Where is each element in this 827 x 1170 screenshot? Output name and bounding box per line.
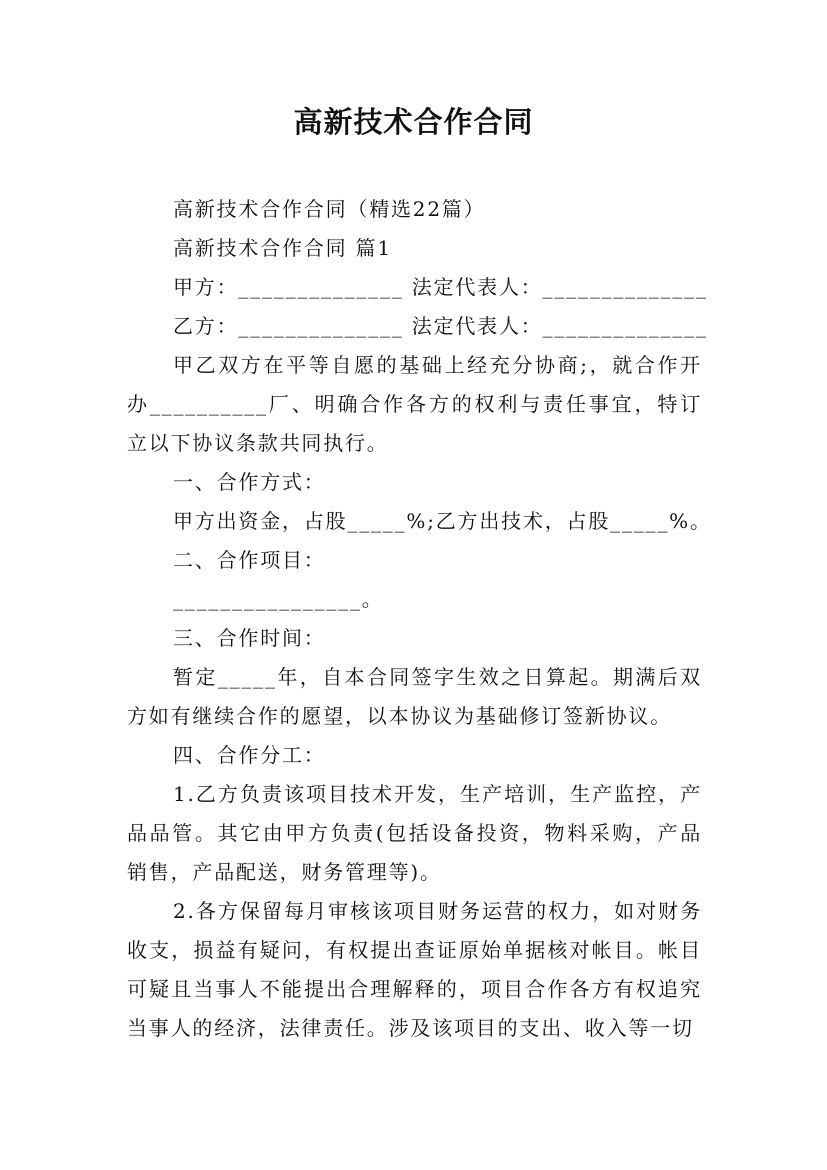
- paragraph-heading-project: 二、合作项目：: [173, 548, 326, 572]
- paragraph-section-heading: 高新技术合作合同 篇1: [173, 236, 392, 260]
- paragraph-duration: 暂定_____年，自本合同签字生效之日算起。期满后双方如有继续合作的愿望，以本协议为基础修订签新协议。: [127, 665, 702, 728]
- paragraph-heading-cooperation-mode: 一、合作方式：: [173, 470, 326, 494]
- paragraph-project-blank: ________________。: [173, 587, 384, 611]
- paragraph-party-b: 乙方：______________ 法定代表人：______________: [173, 314, 708, 338]
- document-body: [127, 190, 712, 1048]
- paragraph-preamble: 甲乙双方在平等自愿的基础上经充分协商;，就合作开办__________厂、明确合作各方的权利与责任事宜，特订立以下协议条款共同执行。: [127, 353, 702, 455]
- document-title: 高新技术合作合同: [293, 105, 534, 139]
- paragraph-clause-1: 1.乙方负责该项目技术开发，生产培训，生产监控，产品品管。其它由甲方负责(包括设备投资，物料采购，产品销售，产品配送，财务管理等)。: [127, 782, 702, 884]
- paragraph-heading-division: 四、合作分工：: [173, 743, 326, 767]
- paragraph-heading-duration: 三、合作时间：: [173, 626, 326, 650]
- paragraph-party-a: 甲方：______________ 法定代表人：______________: [173, 275, 708, 299]
- paragraph-subtitle: 高新技术合作合同（精选22篇）: [173, 197, 486, 221]
- paragraph-shareholding: 甲方出资金，占股_____%;乙方出技术，占股_____%。: [173, 509, 712, 533]
- paragraph-clause-2: 2.各方保留每月审核该项目财务运营的权力，如对财务收支，损益有疑问，有权提出查证原始单据核对帐目。帐目可疑且当事人不能提出合理解释的，项目合作各方有权追究当事人的经济，法律责任。涉及该项目的支出、收入等一切: [127, 899, 702, 1040]
